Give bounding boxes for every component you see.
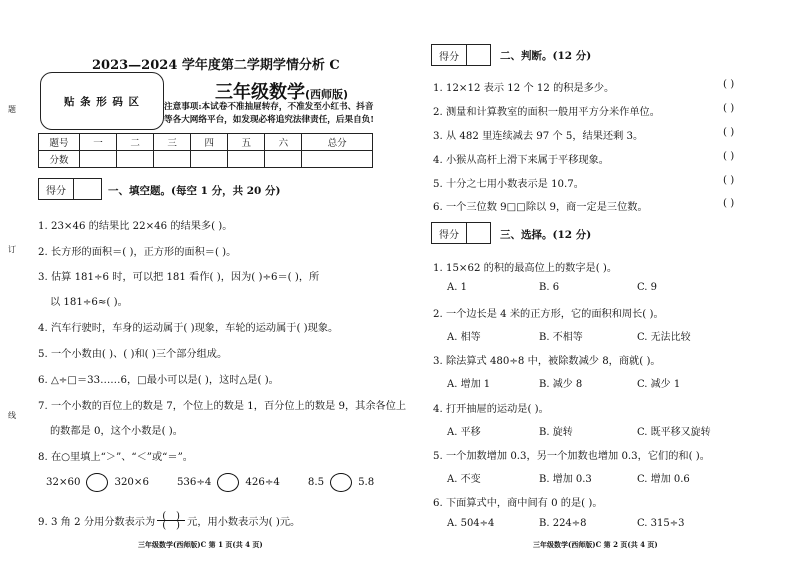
fill-q8-comparisons [46, 473, 374, 492]
judge-answer-2[interactable]: ( ) [723, 103, 735, 114]
score-cell[interactable] [80, 151, 117, 168]
judge-item-5: 5. 十分之七用小数表示是 10.7。 [433, 179, 584, 190]
compare-right-1: 320×6 [114, 477, 149, 488]
footer-right: 三年级数学(西师版)C 第 2 页(共 4 页) [533, 540, 658, 549]
choice-q6-opt-c[interactable]: C. 315÷3 [637, 518, 685, 529]
judge-answer-3[interactable]: ( ) [723, 127, 735, 138]
score-blank[interactable] [74, 179, 101, 199]
score-table-header: 三 [154, 134, 191, 151]
section1-score-box [38, 178, 102, 200]
score-cell[interactable] [302, 151, 373, 168]
choice-q1: 1. 15×62 的积的最高位上的数字是( )。 [433, 263, 618, 274]
compare-circle-2[interactable] [217, 473, 239, 492]
fraction-blank[interactable]: $\frac{( )}{( )}$ [157, 512, 185, 529]
choice-q3-opt-c[interactable]: C. 减少 1 [637, 379, 681, 390]
fill-q3-line1: 3. 估算 181÷6 时，可以把 181 看作( )，因为( )÷6＝( )，所 [38, 272, 320, 283]
choice-q4-opt-a[interactable]: A. 平移 [447, 427, 481, 438]
judge-answer-5[interactable]: ( ) [723, 175, 735, 186]
right-page [397, 0, 794, 561]
score-table [38, 133, 373, 168]
score-label: 得分 [39, 179, 74, 199]
score-cell[interactable] [154, 151, 191, 168]
barcode-area [40, 72, 164, 130]
judge-item-2: 2. 测量和计算教室的面积一般用平方分米作单位。 [433, 107, 660, 118]
fill-q5: 5. 一个小数由( )、( )和( )三个部分组成。 [38, 349, 228, 360]
score-cell[interactable] [228, 151, 265, 168]
choice-q5-opt-a[interactable]: A. 不变 [447, 474, 481, 485]
fill-q8: 8. 在○里填上“＞”、“＜”或“＝”。 [38, 452, 193, 463]
score-table-header: 题号 [39, 134, 80, 151]
section2-score-box [431, 44, 491, 66]
score-blank[interactable] [467, 223, 490, 243]
compare-left-3: 8.5 [307, 477, 325, 488]
fill-q7-line1: 7. 一个小数的百位上的数是 7，个位上的数是 1，百分位上的数是 9，其余各位上 [38, 401, 407, 412]
compare-right-2: 426÷4 [245, 477, 280, 488]
choice-q6-opt-b[interactable]: B. 224÷8 [539, 518, 587, 529]
compare-circle-3[interactable] [330, 473, 352, 492]
fill-q9-part1: 9. 3 角 2 分用分数表示为 [38, 517, 156, 528]
score-label: 得分 [432, 223, 467, 243]
fill-q6: 6. △÷□＝33……6，□最小可以是( )，这时△是( )。 [38, 375, 279, 386]
judge-answer-6[interactable]: ( ) [723, 198, 735, 209]
score-table-header: 二 [117, 134, 154, 151]
margin-mark-mid: 订 [8, 245, 16, 254]
choice-q2: 2. 一个边长是 4 米的正方形，它的面积和周长( )。 [433, 309, 664, 320]
fill-q9-part2: 元，用小数表示为( )元。 [187, 517, 301, 528]
section3-score-box [431, 222, 491, 244]
score-table-header: 一 [80, 134, 117, 151]
compare-left-2: 536÷4 [176, 477, 212, 488]
score-table-header: 总分 [302, 134, 373, 151]
choice-q5-opt-b[interactable]: B. 增加 0.3 [539, 474, 592, 485]
fill-q2: 2. 长方形的面积＝( )，正方形的面积＝( )。 [38, 247, 237, 258]
score-table-header: 五 [228, 134, 265, 151]
choice-q1-opt-b[interactable]: B. 6 [539, 282, 560, 293]
judge-item-3: 3. 从 482 里连续减去 97 个 5，结果还剩 3。 [433, 131, 644, 142]
score-cell[interactable] [117, 151, 154, 168]
choice-q4: 4. 打开抽屉的运动是( )。 [433, 404, 549, 415]
fill-q9 [38, 512, 300, 529]
judge-item-4: 4. 小猴从高杆上滑下来属于平移现象。 [433, 155, 609, 166]
choice-q4-opt-c[interactable]: C. 既平移又旋转 [637, 427, 711, 438]
choice-q6-opt-a[interactable]: A. 504÷4 [447, 518, 495, 529]
section2-title: 二、判断。(12 分) [500, 50, 592, 62]
score-row-label: 分数 [39, 151, 80, 168]
notice-text: 注意事项:本试卷不准抽屉转存，不准发至小红书、抖音等各大网络平台，如发现必将追究法律责任，后果自负! [164, 102, 375, 125]
judge-answer-4[interactable]: ( ) [723, 151, 735, 162]
judge-item-6: 6. 一个三位数 9□□除以 9，商一定是三位数。 [433, 202, 648, 213]
margin-mark-top: 题 [8, 105, 16, 114]
section3-title: 三、选择。(12 分) [500, 229, 592, 241]
choice-q5-opt-c[interactable]: C. 增加 0.6 [637, 474, 690, 485]
subject-name: 三年级数学 [215, 82, 305, 103]
fill-q1: 1. 23×46 的结果比 22×46 的结果多( )。 [38, 221, 233, 232]
compare-circle-1[interactable] [86, 473, 108, 492]
fill-q3-line2: 以 181÷6≈( )。 [50, 297, 128, 308]
score-cell[interactable] [265, 151, 302, 168]
choice-q6: 6. 下面算式中，商中间有 0 的是( )。 [433, 498, 603, 509]
footer-left: 三年级数学(西师版)C 第 1 页(共 4 页) [138, 540, 263, 549]
choice-q3-opt-a[interactable]: A. 增加 1 [447, 379, 491, 390]
score-table-header: 四 [191, 134, 228, 151]
page-title: 2023—2024 学年度第二学期学情分析 C [92, 58, 340, 73]
choice-q5: 5. 一个加数增加 0.3，另一个加数也增加 0.3，它们的和( )。 [433, 451, 710, 462]
compare-right-3: 5.8 [358, 477, 375, 488]
choice-q2-opt-a[interactable]: A. 相等 [447, 332, 481, 343]
score-table-header: 六 [265, 134, 302, 151]
barcode-label: 贴 条 形 码 区 [63, 95, 141, 108]
section1-title: 一、填空题。(每空 1 分，共 20 分) [108, 185, 281, 197]
choice-q1-opt-c[interactable]: C. 9 [637, 282, 658, 293]
judge-item-1: 1. 12×12 表示 12 个 12 的积是多少。 [433, 83, 615, 94]
choice-q2-opt-c[interactable]: C. 无法比较 [637, 332, 691, 343]
judge-answer-1[interactable]: ( ) [723, 79, 735, 90]
fill-q4: 4. 汽车行驶时，车身的运动属于( )现象，车轮的运动属于( )现象。 [38, 323, 339, 334]
choice-q4-opt-b[interactable]: B. 旋转 [539, 427, 573, 438]
score-cell[interactable] [191, 151, 228, 168]
fill-q7-line2: 的数都是 0，这个小数是( )。 [50, 426, 183, 437]
choice-q3: 3. 除法算式 480÷8 中，被除数减少 8，商就( )。 [433, 356, 661, 367]
choice-q3-opt-b[interactable]: B. 减少 8 [539, 379, 583, 390]
choice-q1-opt-a[interactable]: A. 1 [447, 282, 467, 293]
subject-edition: (西师版) [305, 88, 349, 101]
score-label: 得分 [432, 45, 467, 65]
score-blank[interactable] [467, 45, 490, 65]
choice-q2-opt-b[interactable]: B. 不相等 [539, 332, 583, 343]
margin-mark-bottom: 线 [8, 411, 16, 420]
compare-left-1: 32×60 [46, 477, 81, 488]
